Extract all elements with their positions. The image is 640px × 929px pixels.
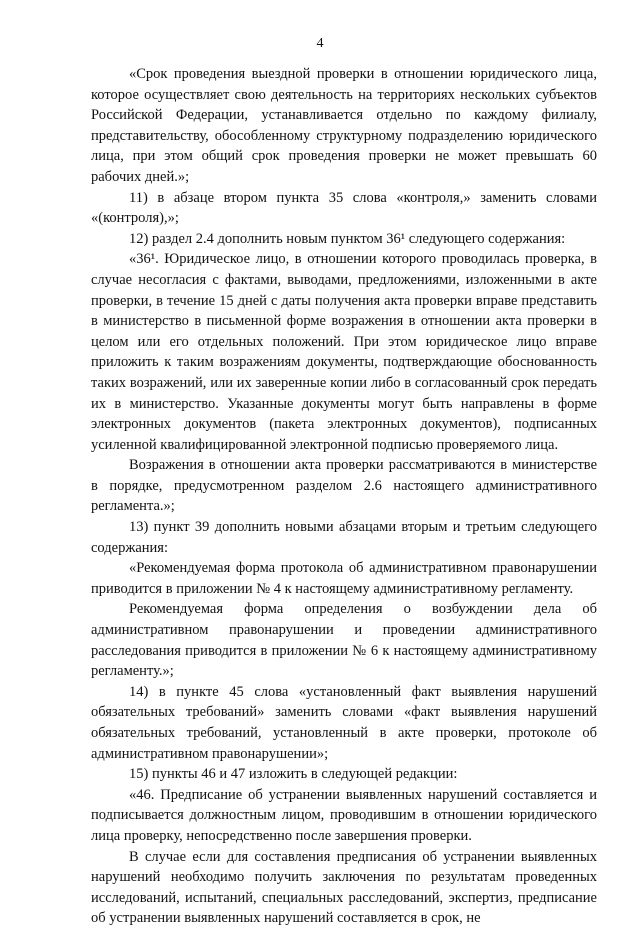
paragraph: 15) пункты 46 и 47 изложить в следующей редакции: [129, 766, 458, 783]
document-body [91, 64, 597, 929]
paragraph: 12) раздел 2.4 дополнить новым пунктом 36¹ следующего содержания: [129, 230, 566, 247]
paragraph: «Рекомендуемая форма протокола об административном правонарушении приводится в приложении № 4 к настоящему административному регламенту. [91, 560, 597, 597]
page-number: 4 [316, 36, 324, 51]
paragraph: В случае если для составления предписания об устранении выявленных нарушений необходимо получить заключения по результатам проведенных исследований, испытаний, специальных расследований, экспертиз, предписание об устранении выявленных нарушений составляется в срок, не [91, 848, 597, 927]
paragraph: 13) пункт 39 дополнить новыми абзацами вторым и третьим следующего содержания: [91, 519, 597, 556]
paragraph: «36¹. Юридическое лицо, в отношении которого проводилась проверка, в случае несогласия с фактами, выводами, предложениями, изложенными в акте проверки, в течение 15 дней с даты получения акта проверки вправе представить в министерство в письменной форме возражения в отношении акта проверки в целом или его отдельных положений. При этом юридическое лицо вправе приложить к таким возражениям документы, подтверждающие обоснованность таких возражений, или их заверенные копии либо в согласованный срок передать их в министерство. Указанные документы могут быть направлены в форме электронных документов (пакета электронных документов), подписанных усиленной квалифицированной электронной подписью проверяемого лица. [91, 251, 597, 453]
paragraph: «Срок проведения выездной проверки в отношении юридического лица, которое осуществляет свою деятельность на территориях нескольких субъектов Российской Федерации, устанавливается отдельно по каждому филиалу, представительству, обособленному структурному подразделению юридического лица, при этом общий срок проведения проверки не может превышать 60 рабочих дней.»; [91, 66, 597, 185]
paragraph: Рекомендуемая форма определения о возбуждении дела об административном правонарушении и проведении административного расследования приводится в приложении № 6 к настоящему административному регламенту.»; [91, 601, 597, 680]
paragraph: «46. Предписание об устранении выявленных нарушений составляется и подписывается должностным лицом, проводившим в отношении юридического лица проверку, непосредственно после завершения проверки. [91, 786, 597, 844]
paragraph: 14) в пункте 45 слова «установленный факт выявления нарушений обязательных требований» заменить словами «факт выявления нарушений обязательных требований, установленный в акте проверки, протоколе об административном правонарушении»; [91, 683, 597, 762]
paragraph: 11) в абзаце втором пункта 35 слова «контроля,» заменить словами «(контроля),»; [91, 189, 597, 227]
paragraph: Возражения в отношении акта проверки рассматриваются в министерстве в порядке, предусмотренном разделом 2.6 настоящего административного регламента.»; [91, 457, 597, 515]
